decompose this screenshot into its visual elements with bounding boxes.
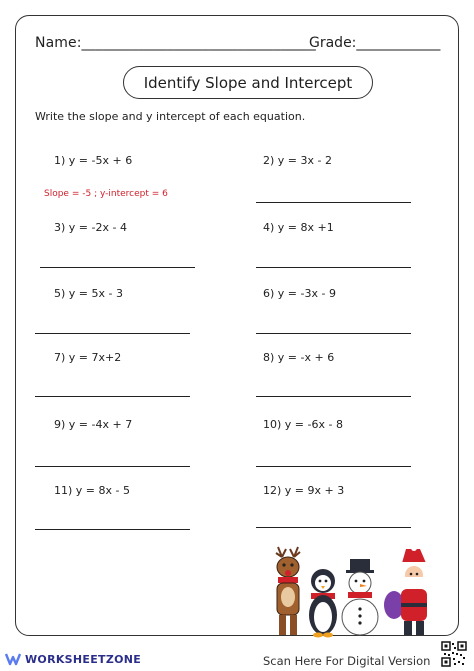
brand-name: WORKSHEETZONE [25,652,142,666]
snowman-icon [342,559,378,635]
answer-line-8[interactable] [256,396,411,397]
penguin-icon [309,569,337,638]
worksheet-title-text: Identify Slope and Intercept [143,73,353,92]
worksheet-border [15,15,459,636]
question-4: 4) y = 8x +1 [263,221,334,234]
answer-line-4[interactable] [256,267,411,268]
answer-line-10[interactable] [256,466,411,467]
qr-code-icon[interactable] [441,641,467,667]
worksheet-title [123,66,373,99]
question-2: 2) y = 3x - 2 [263,154,332,167]
question-10: 10) y = -6x - 8 [263,418,343,431]
example-answer: Slope = -5 ; y-intercept = 6 [44,189,168,199]
answer-line-11[interactable] [35,529,190,530]
question-1: 1) y = -5x + 6 [54,154,133,167]
reindeer-icon [276,547,300,635]
question-12: 12) y = 9x + 3 [263,484,345,497]
question-9: 9) y = -4x + 7 [54,418,133,431]
name-field-label: Name:_________________________________ [35,35,316,51]
santa-icon [384,545,428,635]
answer-line-2[interactable] [256,202,411,203]
question-6: 6) y = -3x - 9 [263,287,336,300]
answer-line-9[interactable] [35,466,190,467]
question-3: 3) y = -2x - 4 [54,221,127,234]
answer-line-3[interactable] [40,267,195,268]
question-5: 5) y = 5x - 3 [54,287,123,300]
question-7: 7) y = 7x+2 [54,351,122,364]
answer-line-5[interactable] [35,333,190,334]
instructions-text: Write the slope and y intercept of each equation. [35,110,306,123]
worksheetzone-logo[interactable] [5,652,141,666]
question-8: 8) y = -x + 6 [263,351,335,364]
grade-field-label: Grade:____________ [309,35,441,51]
question-11: 11) y = 8x - 5 [54,484,130,497]
answer-line-12[interactable] [256,527,411,528]
christmas-characters-illustration [268,545,438,640]
worksheetzone-logo-icon [5,652,21,666]
answer-line-6[interactable] [256,333,411,334]
scan-text: Scan Here For Digital Version [263,654,431,668]
answer-line-7[interactable] [35,396,190,397]
